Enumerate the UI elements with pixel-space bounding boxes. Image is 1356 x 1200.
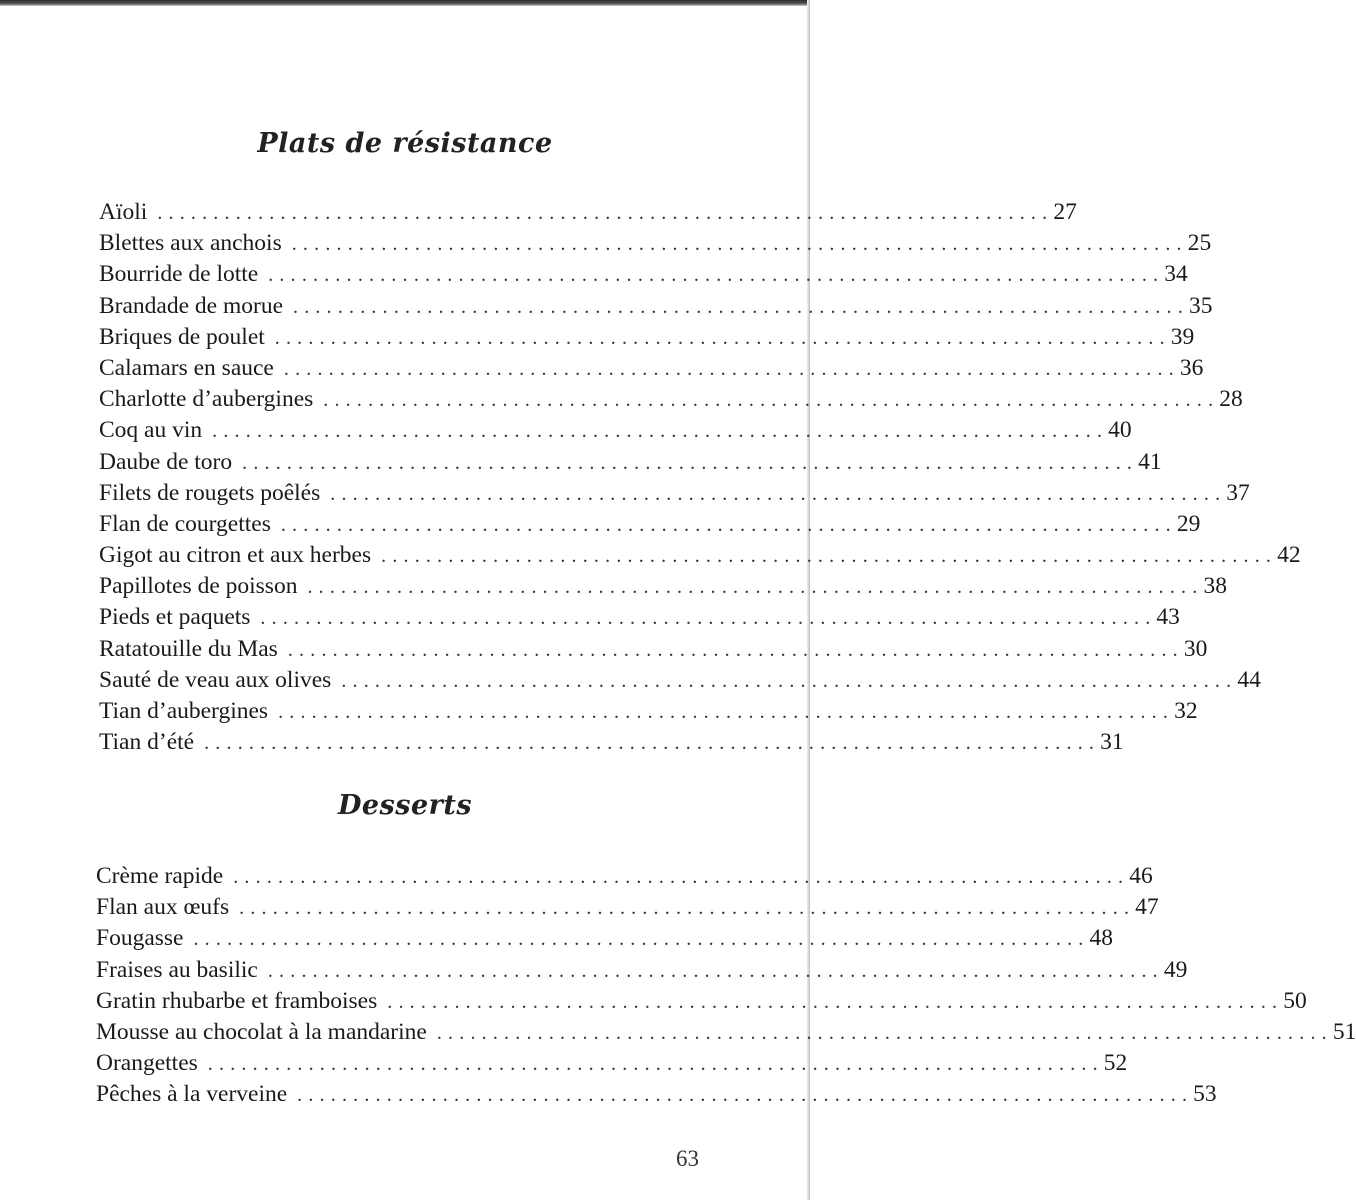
toc-entry-page: 48	[1089, 925, 1113, 952]
toc-entry-page: 27	[1053, 199, 1077, 225]
toc-entry	[96, 1079, 1217, 1110]
toc-list-plats	[99, 197, 1301, 758]
section-title-desserts: Desserts	[337, 790, 473, 821]
toc-entry-title: Tian d’aubergines	[99, 698, 269, 724]
dot-leader: ................................................................................	[330, 482, 1227, 505]
toc-entry-page: 39	[1170, 323, 1195, 350]
toc-entry-page: 37	[1226, 479, 1250, 506]
dot-leader: ................................................................................	[207, 1053, 1104, 1076]
dot-leader: ................................................................................	[280, 513, 1177, 536]
dot-leader: ................................................................................	[293, 295, 1190, 318]
toc-entry	[99, 447, 1162, 478]
dot-leader: ................................................................................	[278, 701, 1175, 723]
toc-entry	[99, 384, 1243, 415]
toc-entry-page: 28	[1219, 386, 1243, 413]
toc-entry-page: 30	[1183, 635, 1208, 662]
dot-leader: ................................................................................	[268, 264, 1165, 287]
toc-list-desserts	[96, 861, 1356, 1111]
toc-entry-title: Crème rapide	[96, 863, 224, 889]
toc-entry-title: Flan de courgettes	[99, 510, 271, 537]
toc-entry-title: Calamars en sauce	[99, 354, 274, 381]
toc-entry	[99, 197, 1077, 228]
dot-leader: ................................................................................	[323, 389, 1220, 412]
toc-entry	[96, 861, 1153, 892]
toc-entry	[96, 923, 1113, 954]
dot-leader: ................................................................................	[242, 451, 1139, 474]
toc-entry-page: 53	[1193, 1081, 1217, 1108]
toc-entry-page: 44	[1237, 666, 1261, 693]
dot-leader: ................................................................................	[436, 1021, 1333, 1044]
toc-entry	[99, 322, 1195, 353]
toc-entry	[99, 540, 1301, 571]
toc-entry	[99, 509, 1201, 540]
toc-entry-page: 38	[1203, 573, 1227, 600]
toc-entry-page: 47	[1135, 894, 1159, 921]
toc-entry-title: Daube de toro	[99, 448, 233, 475]
toc-entry-page: 50	[1283, 987, 1307, 1014]
toc-entry-title: Blettes aux anchois	[99, 230, 282, 257]
toc-entry	[99, 478, 1250, 509]
dot-leader: ................................................................................	[157, 202, 1054, 224]
toc-entry-title: Gratin rhubarbe et framboises	[96, 987, 378, 1014]
toc-entry	[99, 602, 1180, 633]
dot-leader: ................................................................................	[193, 928, 1090, 951]
dot-leader: ................................................................................	[204, 732, 1101, 755]
dot-leader: ................................................................................	[387, 990, 1284, 1013]
toc-entry-page: 29	[1176, 510, 1201, 537]
dot-leader: ................................................................................	[274, 326, 1171, 349]
page-top-edge	[0, 0, 810, 6]
dot-leader: ................................................................................	[381, 545, 1278, 568]
toc-entry	[96, 1017, 1356, 1048]
toc-entry-title: Tian d’été	[99, 729, 195, 756]
toc-entry	[99, 353, 1204, 384]
toc-entry-page: 43	[1156, 604, 1180, 631]
toc-entry	[99, 291, 1213, 322]
toc-entry	[99, 665, 1261, 696]
toc-entry-title: Aïoli	[99, 199, 148, 225]
toc-entry-title: Flan aux œufs	[96, 894, 230, 921]
toc-entry-title: Pieds et paquets	[99, 604, 251, 631]
toc-entry-title: Bourride de lotte	[99, 261, 259, 288]
toc-entry-page: 31	[1100, 729, 1124, 756]
toc-entry-title: Brandade de morue	[99, 292, 284, 319]
toc-entry	[99, 696, 1198, 727]
toc-entry	[99, 571, 1227, 602]
toc-entry	[99, 228, 1212, 259]
toc-entry	[99, 634, 1208, 665]
dot-leader: ................................................................................	[233, 866, 1130, 888]
toc-entry	[96, 955, 1188, 986]
toc-entry-page: 25	[1187, 230, 1212, 257]
dot-leader: ................................................................................	[287, 638, 1184, 661]
toc-entry	[96, 986, 1307, 1017]
toc-entry-page: 46	[1129, 863, 1153, 889]
toc-entry-title: Filets de rougets poêlés	[99, 479, 321, 506]
toc-entry-page: 42	[1277, 542, 1301, 569]
toc-entry-title: Charlotte d’aubergines	[99, 386, 314, 413]
dot-leader: ................................................................................	[267, 959, 1164, 982]
dot-leader: ................................................................................	[341, 669, 1238, 692]
toc-entry	[99, 727, 1124, 758]
toc-entry-title: Fougasse	[96, 925, 184, 952]
dot-leader: ................................................................................	[291, 233, 1188, 256]
dot-leader: ................................................................................	[283, 357, 1180, 380]
toc-entry-title: Sauté de veau aux olives	[99, 666, 332, 693]
toc-entry	[99, 415, 1132, 446]
dot-leader: ................................................................................	[260, 607, 1157, 630]
toc-entry-page: 49	[1163, 956, 1188, 983]
section-title-plats: Plats de résistance	[257, 128, 553, 159]
dot-leader: ................................................................................	[307, 576, 1204, 599]
toc-entry-title: Papillotes de poisson	[99, 573, 298, 600]
toc-entry-page: 34	[1164, 261, 1188, 288]
dot-leader: ................................................................................	[212, 420, 1109, 443]
toc-entry-page: 36	[1179, 354, 1204, 381]
toc-entry-title: Coq au vin	[99, 417, 203, 444]
toc-entry-title: Gigot au citron et aux herbes	[99, 542, 372, 569]
toc-entry-page: 35	[1189, 292, 1213, 319]
toc-entry-title: Mousse au chocolat à la mandarine	[96, 1018, 427, 1045]
toc-entry	[99, 259, 1188, 290]
toc-entry-page: 51	[1332, 1018, 1356, 1045]
toc-entry-page: 52	[1103, 1050, 1128, 1077]
toc-entry-title: Fraises au basilic	[96, 956, 258, 983]
toc-entry-page: 41	[1138, 448, 1162, 475]
toc-entry	[96, 892, 1159, 923]
toc-entry-title: Ratatouille du Mas	[99, 635, 278, 662]
toc-entry	[96, 1048, 1128, 1079]
page-number: 63	[676, 1146, 699, 1171]
toc-entry-title: Orangettes	[96, 1050, 198, 1077]
toc-entry-title: Pêches à la verveine	[96, 1081, 288, 1108]
dot-leader: ................................................................................	[297, 1084, 1194, 1107]
dot-leader: ................................................................................	[239, 897, 1136, 920]
toc-entry-title: Briques de poulet	[99, 323, 265, 350]
toc-entry-page: 32	[1174, 698, 1198, 724]
toc-entry-page: 40	[1108, 417, 1132, 444]
